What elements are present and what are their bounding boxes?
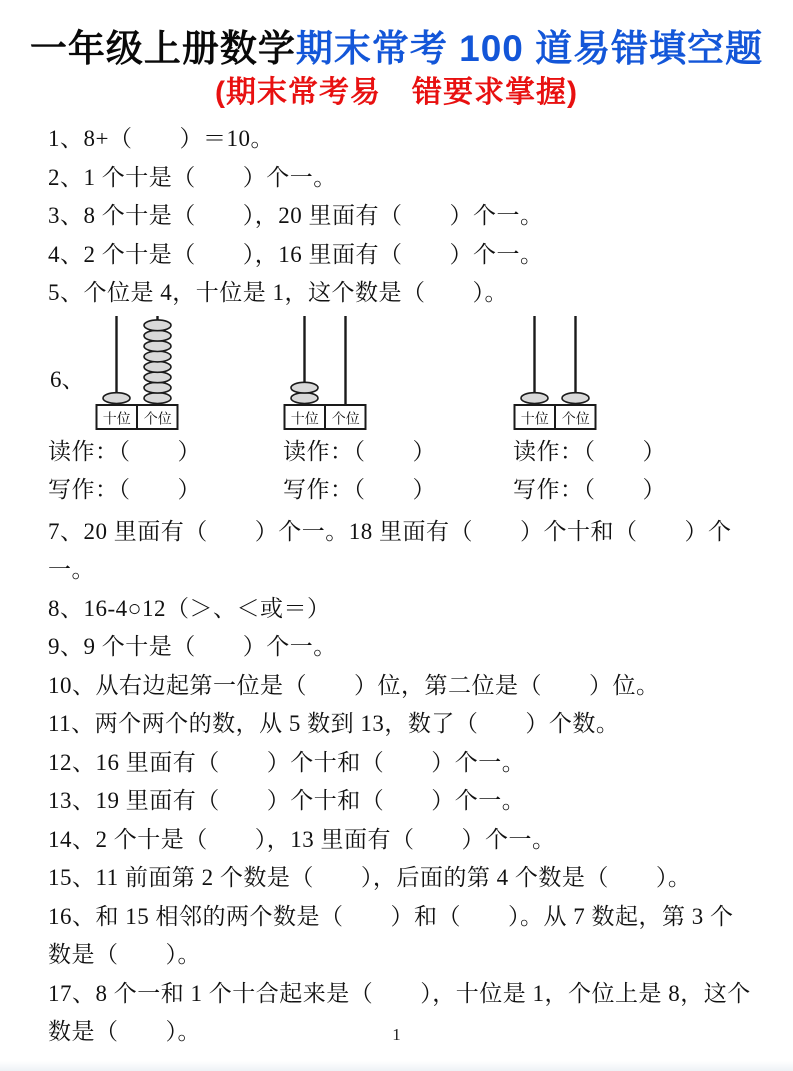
svg-text:个位: 个位 bbox=[331, 412, 360, 428]
question-15: 15、11 前面第 2 个数是（ ），后面的第 4 个数是（ ）。 bbox=[48, 865, 692, 891]
page-number: 1 bbox=[392, 1025, 401, 1044]
question-6 bbox=[48, 313, 755, 513]
write-as-prompt: 写作：（ ） bbox=[513, 476, 666, 502]
abacus-diagram-1 bbox=[95, 313, 201, 433]
question-12: 12、16 里面有（ ）个十和（ ）个一。 bbox=[48, 749, 526, 775]
svg-text:十位: 十位 bbox=[102, 412, 131, 428]
abacus-column-3 bbox=[513, 313, 666, 509]
question-5: 5、个位是 4，十位是 1，这个数是（ ）。 bbox=[48, 280, 508, 306]
question-1: 1、8+（ ）＝10。 bbox=[48, 126, 274, 152]
read-as-prompt: 读作：（ ） bbox=[283, 438, 436, 464]
page-subtitle: (期末常考易 错要求掌握) bbox=[215, 75, 578, 109]
question-14: 14、2 个十是（ ），13 里面有（ ）个一。 bbox=[48, 826, 556, 852]
question-7: 7、20 里面有（ ）个一。18 里面有（ ）个十和（ ）个一。 bbox=[48, 518, 732, 583]
question-6-label: 6、 bbox=[50, 366, 85, 392]
questions-list bbox=[48, 120, 755, 1052]
question-9: 9、9 个十是（ ）个一。 bbox=[48, 634, 337, 660]
abacus-column-1 bbox=[48, 313, 201, 509]
question-10: 10、从右边起第一位是（ ）位，第二位是（ ）位。 bbox=[48, 672, 660, 698]
worksheet-header bbox=[0, 0, 793, 110]
page-title bbox=[0, 28, 793, 71]
title-blue-part: 期末常考 100 道易错填空题 bbox=[295, 28, 764, 69]
write-as-prompt: 写作：（ ） bbox=[283, 476, 436, 502]
question-3: 3、8 个十是（ ），20 里面有（ ）个一。 bbox=[48, 203, 544, 229]
question-17: 17、8 个一和 1 个十合起来是（ ），十位是 1，个位上是 8，这个数是（ ）。 bbox=[48, 980, 751, 1045]
read-as-prompt: 读作：（ ） bbox=[513, 438, 666, 464]
question-2: 2、1 个十是（ ）个一。 bbox=[48, 164, 337, 190]
question-11: 11、两个两个的数，从 5 数到 13，数了（ ）个数。 bbox=[48, 711, 620, 737]
write-as-prompt: 写作：（ ） bbox=[48, 476, 201, 502]
bottom-strip bbox=[0, 1061, 793, 1071]
svg-text:十位: 十位 bbox=[520, 412, 549, 428]
abacus-diagram-3 bbox=[513, 313, 666, 433]
abacus-column-2 bbox=[283, 313, 436, 509]
title-black-part: 一年级上册数学 bbox=[29, 28, 296, 69]
question-8: 8、16-4○12（＞、＜或＝） bbox=[48, 595, 331, 621]
question-13: 13、19 里面有（ ）个十和（ ）个一。 bbox=[48, 788, 526, 814]
read-as-prompt: 读作：（ ） bbox=[48, 438, 201, 464]
svg-text:个位: 个位 bbox=[143, 412, 172, 428]
question-4: 4、2 个十是（ ），16 里面有（ ）个一。 bbox=[48, 241, 544, 267]
svg-text:个位: 个位 bbox=[561, 412, 590, 428]
abacus-diagram-2 bbox=[283, 313, 436, 433]
question-16: 16、和 15 相邻的两个数是（ ）和（ ）。从 7 数起，第 3 个数是（ ）。 bbox=[48, 903, 734, 968]
svg-text:十位: 十位 bbox=[290, 412, 319, 428]
